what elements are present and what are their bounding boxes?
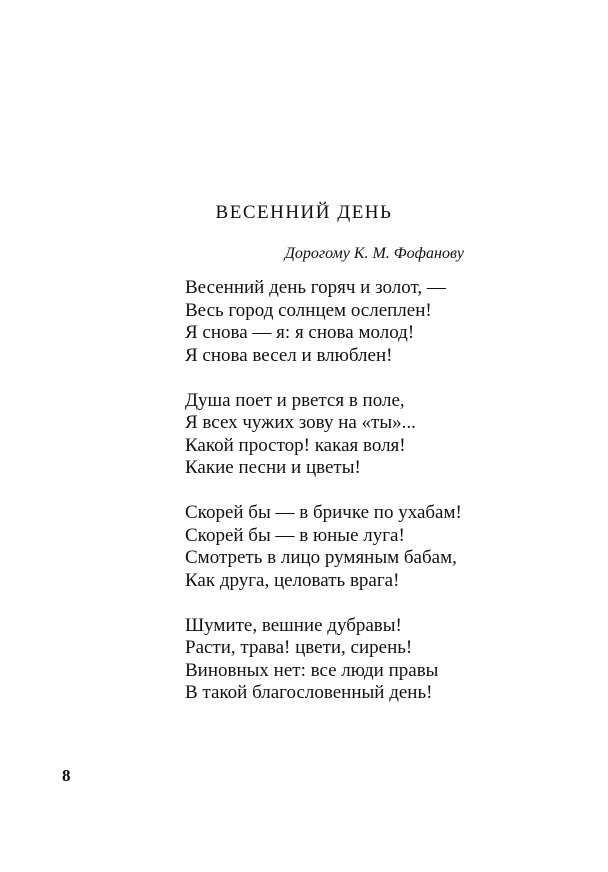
- poem-dedication: Дорогому К. М. Фофанову: [284, 245, 464, 262]
- stanza-4: [185, 615, 462, 705]
- poem-line: Какие песни и цветы!: [185, 457, 361, 478]
- poem-line: Весенний день горяч и золот, —: [185, 277, 446, 298]
- poem-line: Смотреть в лицо румяным бабам,: [185, 547, 457, 568]
- poem-line: Как друга, целовать врага!: [185, 569, 400, 591]
- poem-body: [185, 277, 462, 727]
- poem-line: Скорей бы — в бричке по ухабам!: [185, 502, 462, 523]
- page-number: 8: [62, 766, 71, 785]
- stanza-1: [185, 277, 462, 367]
- poem-line: Я снова весел и влюблен!: [185, 344, 393, 366]
- poem-line: Я всех чужих зову на «ты»...: [185, 412, 416, 433]
- poem-line: В такой благословенный день!: [185, 682, 433, 703]
- poem-line: Расти, трава! цвети, сирень!: [185, 637, 413, 658]
- poem-line: Какой простор! какая воля!: [185, 434, 406, 456]
- poem-title: ВЕСЕННИЙ ДЕНЬ: [215, 202, 393, 223]
- poem-line: Скорей бы — в юные луга!: [185, 524, 405, 546]
- stanza-3: [185, 502, 462, 592]
- poem-line: Весь город солнцем ослеплен!: [185, 299, 432, 321]
- stanza-2: [185, 390, 462, 480]
- poem-line: Виновных нет: все люди правы: [185, 659, 439, 681]
- poem-line: Я снова — я: я снова молод!: [185, 322, 415, 343]
- poem-line: Шумите, вешние дубравы!: [185, 614, 402, 636]
- poem-line: Душа поет и рвется в поле,: [185, 389, 405, 411]
